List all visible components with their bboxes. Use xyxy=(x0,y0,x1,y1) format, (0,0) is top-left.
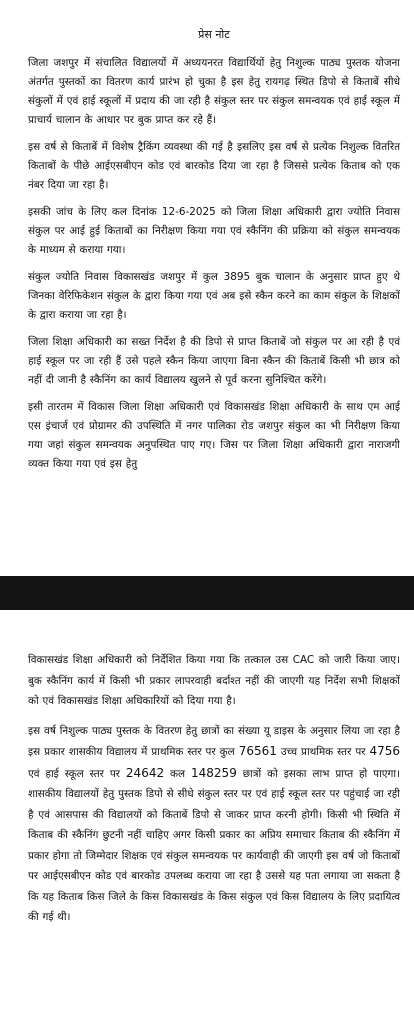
paragraph-cluster-inspection: इसी तारतम में विकास जिला शिक्षा अधिकारी एवं विकासखंड शिक्षा अधिकारी के साथ एम आई एस इंचार्ज एवं प्रोग्रामर की उपस्थिति में नगर पालिका रोड जशपुर संकुल का भी निरीक्षण किया गया जहां संकुल समन्वयक अनुपस्थित पाए गए। जिस पर जिला शिक्षा अधिकारी द्वारा नाराजगी व्यक्त किया गया एवं इस हेतु xyxy=(28,401,400,470)
press-note-page-two xyxy=(0,610,414,1024)
high-school-label: एवं हाई स्कूल स्तर पर xyxy=(28,767,120,780)
paragraph-scan-instructions: जिला शिक्षा अधिकारी का सख्त निर्देश है की डिपो से प्राप्त किताबें जो संकुल पर आ रही है एवं हाई स्कूल पर जा रही हैं उसे पहले स्कैन किया जाएगा बिना स्कैन की किताबें किसी भी छात्र को नहीं दी जानी है स्कैनिंग का कार्य विद्यालय खुलने से पूर्व करना सुनिश्चित करेंगे। xyxy=(28,336,400,386)
paragraph-cac-directive: विकासखंड शिक्षा अधिकारी को निर्देशित किया गया कि तत्काल उस CAC को जारी किया जाए। बुक स्कैनिंग कार्य में किसी भी प्रकार लापरवाही बर्दाश्त नहीं की जाएगी यह निर्देश सभी शिक्षकों को एवं विकासखंड शिक्षा अधिकारियों को दिया गया है। xyxy=(28,654,400,707)
page-separator xyxy=(0,576,414,610)
student-count-lead: इस वर्ष निशुल्क पाठ्य पुस्तक के वितरण हेतु छात्रों का संख्या यू डाइस के अनुसार लिया जा रहा है इस प्रकार शासकीय विद्यालय में प्राथमिक स्तर पर कुल xyxy=(28,724,400,758)
total-label: कल xyxy=(170,767,186,780)
paragraph-student-counts xyxy=(28,721,400,928)
paragraph-book-distribution: जिला जशपुर में संचालित विद्यालयों में अध्ययनरत विद्यार्थियों हेतु निशुल्क पाठ्य पुस्तक योजना अंतर्गत पुस्तकों का वितरण कार्य प्रारंभ हो चुका है इस हेतु रायगढ़ स्थित डिपो से किताबें सीधे संकुलों में एवं हाई स्कूलों में प्रदाय की जा रही है संकुल स्तर पर संकुल समन्वयक एवं हाई स्कूल में प्राचार्य चालान के आधार पर बुक प्राप्त कर रहे हैं। xyxy=(28,57,400,126)
paragraph-inspection: इसकी जांच के लिए कल दिनांक 12-6-2025 को जिला शिक्षा अधिकारी द्वारा ज्योति निवास संकुल पर आई हुई किताबों का निरीक्षण किया गया एवं स्कैनिंग की प्रक्रिया को संकुल समन्वयक के माध्यम से कराया गया। xyxy=(28,206,400,256)
high-school-count: 24642 xyxy=(125,765,165,780)
paragraph-tracking-system: इस वर्ष से किताबें में विशेष ट्रैकिंग व्यवस्था की गई है इसलिए इस वर्ष से प्रत्येक निशुल्क वितरित किताबों के पीछे आईएसबीएन कोड एवं बारकोड दिया जा रहा है जिससे प्रत्येक किताब को एक नंबर दिया जा रहा है। xyxy=(28,141,400,191)
press-note-title: प्रेस नोट xyxy=(198,28,230,41)
primary-count: 76561 xyxy=(238,744,277,758)
upper-primary-label: उच्च प्राथमिक स्तर पर xyxy=(280,746,366,758)
upper-primary-count: 4756 xyxy=(369,744,401,758)
total-count: 148259 xyxy=(191,765,237,780)
paragraph-cluster-books: संकुल ज्योति निवास विकासखंड जशपुर में कुल 3895 बुक चालान के अनुसार प्राप्त हुए थे जिनका वेरिफिकेशन संकुल के द्वारा किया गया एवं अब इसे स्कैन करने का काम संकुल के शिक्षकों के द्वारा कराया जा रहा है। xyxy=(28,271,400,321)
student-count-tail: छात्रों को इसका लाभ प्राप्त हो पाएगा। शासकीय विद्यालयों हेतु पुस्तक डिपो से सीधे संकुल स्तर पर एवं हाई स्कूल स्तर पर पहुंचाई जा रही है एवं आसपास की विद्यालयों को किताबें डिपो से जाकर प्राप्त करनी होगी। किसी भी स्थिति में किताब की स्कैनिंग छुटनी नहीं चाहिए अगर किसी प्रकार का अप्रिय समाचार किताब की स्कैनिंग में प्रकार होगा तो जिम्मेदार शिक्षक एवं संकुल समन्वयक पर कार्यवाही की जाएगी इस वर्ष जो किताबों पर आईएसबीएन कोड एवं बारकोड उपलब्ध कराया जा रहा है उससे यह पता लगाया जा सकता है कि यह किताब किस जिले के किस विकासखंड के किस संकुल एवं किस विद्यालय के लिए प्रदायित्व की गई थी। xyxy=(28,767,400,923)
